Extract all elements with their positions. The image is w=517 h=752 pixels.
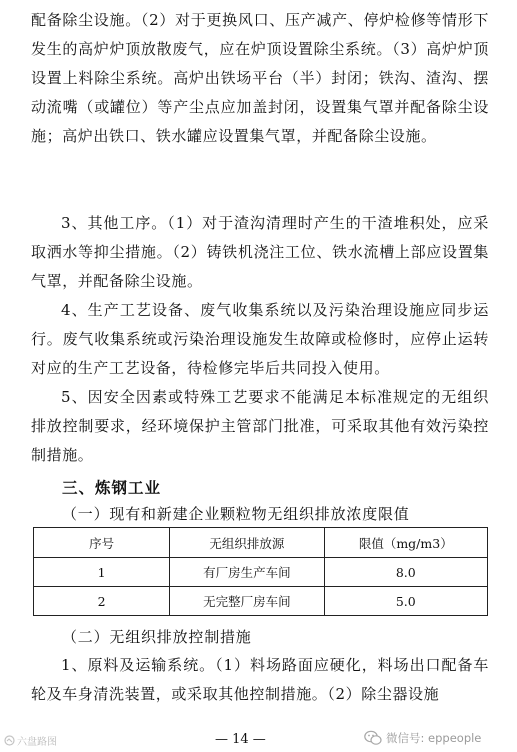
section-heading-steelmaking: 三、炼钢工业 [62, 479, 162, 497]
table-cell-number: 2 [34, 587, 170, 616]
table-cell-limit: 5.0 [324, 587, 487, 616]
paragraph-other-processes: 3、其他工序。（1）对于渣沟清理时产生的干渣堆积处，应采取洒水等抑尘措施。（2）铸铁机浇注工位、铁水流槽上部应设置集气罩，并配备除尘设施。 [31, 214, 489, 290]
table-row [34, 587, 488, 616]
column-header-number: 序号 [34, 528, 170, 558]
column-header-source: 无组织排放源 [170, 528, 324, 558]
watermark-right [364, 730, 481, 746]
table-header-row [34, 528, 488, 558]
column-header-limit: 限值（mg/m3） [324, 528, 487, 558]
watermark-left [4, 733, 57, 748]
paragraph-blast-furnace: 配备除尘设施。（2）对于更换风口、压产减产、停炉检修等情形下发生的高炉炉顶放散废气，应在炉顶设置除尘系统。（3）高炉炉顶设置上料除尘系统。高炉出铁场平台（半）封闭；铁沟、渣沟、摆动流嘴（或罐位）等产尘点应加盖封闭，设置集气罩并配备除尘设施；高炉出铁口、铁水罐应设置集气罩，并配备除尘设施。 [31, 11, 489, 145]
watermark-right-text: 微信号: eppeople [386, 731, 482, 745]
emission-limits-table [33, 527, 488, 616]
watermark-logo-icon [4, 735, 15, 746]
paragraph-raw-materials: 1、原料及运输系统。（1）料场路面应硬化，料场出口配备车轮及车身清洗装置，或采取其他控制措施。（2）除尘器设施 [31, 656, 489, 703]
table-cell-limit: 8.0 [324, 558, 487, 587]
table-cell-source: 有厂房生产车间 [170, 558, 324, 587]
table-row [34, 558, 488, 587]
page-number: — 14 — [215, 732, 266, 747]
subheading-control-measures: （二）无组织排放控制措施 [62, 628, 252, 646]
paragraph-safety-exception: 5、因安全因素或特殊工艺要求不能满足本标准规定的无组织排放控制要求，经环境保护主管部门批准，可采取其他有效污染控制措施。 [31, 388, 489, 464]
table-cell-number: 1 [34, 558, 170, 587]
watermark-left-text: 六盘路图 [17, 737, 57, 748]
table-cell-source: 无完整厂房车间 [170, 587, 324, 616]
subheading-emission-limits: （一）现有和新建企业颗粒物无组织排放浓度限值 [62, 505, 410, 523]
paragraph-equipment-operation: 4、生产工艺设备、废气收集系统以及污染治理设施应同步运行。废气收集系统或污染治理设施发生故障或检修时，应停止运转对应的生产工艺设备，待检修完毕后共同投入使用。 [31, 301, 489, 377]
wechat-icon [364, 730, 382, 746]
